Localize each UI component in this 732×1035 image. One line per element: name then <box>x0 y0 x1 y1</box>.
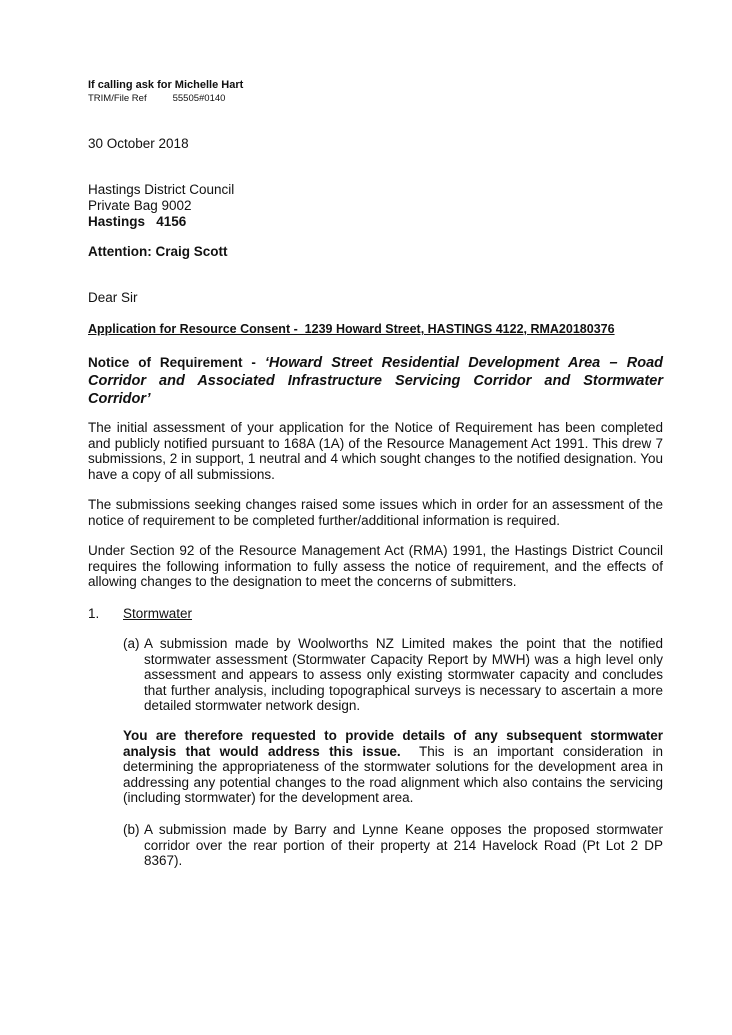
file-ref-value: 55505#0140 <box>172 93 226 104</box>
item-a-text: A submission made by Woolworths NZ Limited makes the point that the notified stormwater assessment (Stormwater Capacity Report by MWH) was a high level only assessment and appears to assess only existing stormwater capacity and concludes that further analysis, including topographical surveys is necessary to ascertain a more detailed stormwater network design. <box>144 636 663 714</box>
item-b-label: (b) <box>123 822 140 837</box>
request-bold: You are therefore requested to provide details of any subsequent stormwater analysis that would address this issue. <box>123 728 663 759</box>
file-ref-label: TRIM/File Ref <box>88 93 147 104</box>
paragraph-1: The initial assessment of your application for the Notice of Requirement has been completed and publicly notified pursuant to 168A (1A) of the Resource Management Act 1991. This drew 7 submissions, 2 in support, 1 neutral and 4 which sought changes to the notified designation. You have a copy of all submissions. <box>88 420 663 482</box>
paragraph-3: Under Section 92 of the Resource Management Act (RMA) 1991, the Hastings District Council requires the following information to fully assess the notice of requirement, and the effects of allowing changes to the designation to meet the concerns of submitters. <box>88 543 663 590</box>
section-heading: Stormwater <box>123 606 193 621</box>
salutation: Dear Sir <box>88 290 138 305</box>
file-reference <box>88 93 225 104</box>
item-a-label: (a) <box>123 636 140 651</box>
letter-date: 30 October 2018 <box>88 136 189 151</box>
contact-line: If calling ask for Michelle Hart <box>88 79 244 91</box>
section-number: 1. <box>88 606 100 621</box>
paragraph-2: The submissions seeking changes raised some issues which in order for an assessment of the notice of requirement to be completed further/additional information is required. <box>88 497 663 528</box>
item-b <box>123 822 663 869</box>
item-a <box>123 636 663 714</box>
notice-prefix: Notice of Requirement - <box>88 355 265 370</box>
attention-line: Attention: Craig Scott <box>88 244 228 259</box>
recipient-address <box>88 182 234 230</box>
request-paragraph <box>123 728 667 806</box>
notice-heading <box>88 354 663 408</box>
address-line-2: Private Bag 9002 <box>88 198 192 213</box>
request-rest: This is an important consideration in determining the appropriateness of the stormwater solutions for the development area in addressing any potential changes to the road alignment which also contains the servicing (including stormwater) for the development area. <box>123 743 667 806</box>
item-b-text: A submission made by Barry and Lynne Keane opposes the proposed stormwater corridor over the rear portion of their property at 214 Havelock Road (Pt Lot 2 DP 8367). <box>144 822 663 869</box>
notice-title: ‘Howard Street Residential Development Area – Road Corridor and Associated Infrastructure Servicing Corridor and Stormwater Corridor’ <box>88 355 664 407</box>
subject-line: Application for Resource Consent - 1239 Howard Street, HASTINGS 4122, RMA20180376 <box>88 322 615 336</box>
address-line-1: Hastings District Council <box>88 182 235 197</box>
address-line-3: Hastings 4156 <box>88 214 187 229</box>
